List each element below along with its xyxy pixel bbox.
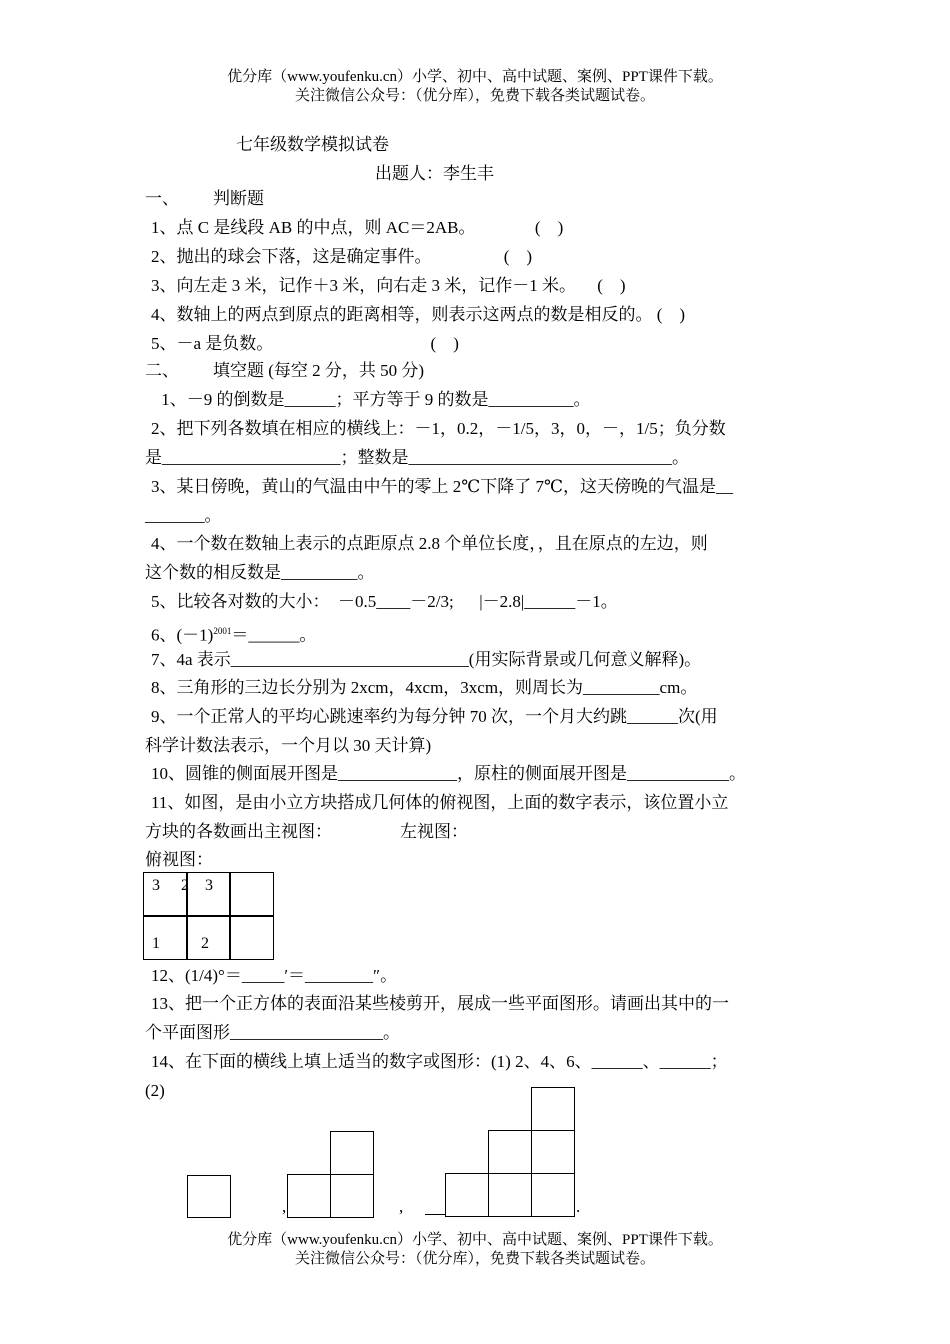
judge-item-2: 2、抛出的球会下落，这是确定事件。 ( ) bbox=[151, 247, 533, 266]
judge-item-1: 1、点 C 是线段 AB 的中点，则 AC＝2AB。 ( ) bbox=[151, 218, 564, 237]
exam-title: 七年级数学模拟试卷 bbox=[236, 135, 389, 154]
grid-number: 1 bbox=[152, 935, 160, 952]
grid-number: 2 bbox=[181, 877, 189, 894]
end-period: . bbox=[576, 1197, 581, 1216]
fill-q11-line-1: 11、如图，是由小立方块搭成几何体的俯视图，上面的数字表示，该位置小立 bbox=[151, 793, 729, 812]
section-2-heading: 二、 填空题 (每空 2 分，共 50 分) bbox=[145, 361, 425, 380]
grid-cell bbox=[229, 915, 274, 960]
fill-q2-line-1: 2、把下列各数填在相应的横线上：－1，0.2，－1/5，3，0，－，1/5；负分数 bbox=[151, 419, 726, 438]
pattern-square bbox=[187, 1175, 231, 1218]
fill-q9-line-2: 科学计数法表示，一个月以 30 天计算) bbox=[145, 736, 432, 755]
header-line-1: 优分库（www.youfenku.cn）小学、初中、高中试题、案例、PPT课件下载。 bbox=[227, 69, 723, 85]
fill-q7: 7、4a 表示____________________________(用实际背景或几何意义解释)。 bbox=[151, 650, 702, 669]
pattern-square bbox=[531, 1130, 575, 1174]
fill-q12: 12、(1/4)°＝_____′＝________″。 bbox=[151, 966, 398, 985]
answer-underline bbox=[425, 1214, 445, 1215]
section-1-heading: 一、 判断题 bbox=[145, 189, 264, 208]
pattern-square bbox=[488, 1130, 532, 1174]
header-line-2: 关注微信公众号：（优分库），免费下载各类试题试卷。 bbox=[294, 88, 655, 104]
footer-line-2: 关注微信公众号：（优分库），免费下载各类试题试卷。 bbox=[294, 1251, 655, 1267]
fill-q13-line-1: 13、把一个正方体的表面沿某些棱剪开，展成一些平面图形。请画出其中的一 bbox=[151, 994, 729, 1013]
fill-q5: 5、比较各对数的大小： －0.5____－2/3; |－2.8|______－1。 bbox=[151, 592, 618, 611]
fill-q8: 8、三角形的三边长分别为 2xcm，4xcm，3xcm，则周长为_________cm。 bbox=[151, 678, 698, 697]
fill-q6-exponent: 2001 bbox=[213, 626, 232, 636]
fill-q3-line-1: 3、某日傍晚，黄山的气温由中午的零上 2℃下降了 7℃，这天傍晚的气温是__ bbox=[151, 477, 734, 496]
separator-comma: , bbox=[282, 1197, 287, 1216]
grid-number: 3 bbox=[152, 877, 160, 894]
pattern-square bbox=[330, 1174, 374, 1218]
fill-q2-line-2: 是_____________________；整数是_______________________________。 bbox=[145, 448, 689, 467]
pattern-square bbox=[445, 1173, 489, 1217]
grid-number: 2 bbox=[201, 935, 209, 952]
fill-q3-line-2: _______。 bbox=[145, 506, 222, 525]
pattern-square bbox=[488, 1173, 532, 1217]
fill-q13-line-2: 个平面图形__________________。 bbox=[145, 1023, 400, 1042]
footer-line-1: 优分库（www.youfenku.cn）小学、初中、高中试题、案例、PPT课件下载。 bbox=[227, 1232, 723, 1248]
fill-q9-line-1: 9、一个正常人的平均心跳速率约为每分钟 70 次，一个月大约跳______次(用 bbox=[151, 707, 718, 726]
pattern-square bbox=[287, 1174, 331, 1218]
fill-q4-line-2: 这个数的相反数是_________。 bbox=[145, 563, 375, 582]
pattern-square bbox=[531, 1087, 575, 1131]
pattern-square bbox=[330, 1131, 374, 1175]
pattern-square bbox=[531, 1173, 575, 1217]
fill-q11-line-2: 方块的各数画出主视图： 左视图： bbox=[145, 822, 468, 841]
grid-number: 3 bbox=[205, 877, 213, 894]
grid-cell bbox=[143, 915, 188, 960]
fill-q6-suffix: ＝______。 bbox=[231, 625, 317, 645]
exam-author: 出题人：李生丰 bbox=[375, 164, 494, 183]
fill-q10: 10、圆锥的侧面展开图是______________，原柱的侧面展开图是____________。 bbox=[151, 764, 746, 783]
fill-q4-line-1: 4、一个数在数轴上表示的点距原点 2.8 个单位长度，，且在原点的左边，则 bbox=[151, 534, 708, 553]
fill-q6-prefix: 6、(－1) bbox=[151, 625, 214, 645]
judge-item-4: 4、数轴上的两点到原点的距离相等，则表示这两点的数是相反的。 ( ) bbox=[151, 305, 686, 324]
judge-item-5: 5、－a 是负数。 ( ) bbox=[151, 334, 459, 353]
fill-q6 bbox=[151, 620, 316, 647]
fill-q11-line-3: 俯视图： bbox=[145, 850, 213, 869]
fill-q14-line-2: (2) bbox=[145, 1081, 165, 1100]
separator-comma: , bbox=[399, 1197, 404, 1216]
fill-q14-line-1: 14、在下面的横线上填上适当的数字或图形：(1) 2、4、6、______、______； bbox=[151, 1052, 728, 1071]
fill-q1: 1、－9 的倒数是______；平方等于 9 的数是__________。 bbox=[157, 390, 591, 409]
grid-cell bbox=[229, 872, 274, 917]
judge-item-3: 3、向左走 3 米，记作＋3 米，向右走 3 米，记作－1 米。 ( ) bbox=[151, 276, 626, 295]
